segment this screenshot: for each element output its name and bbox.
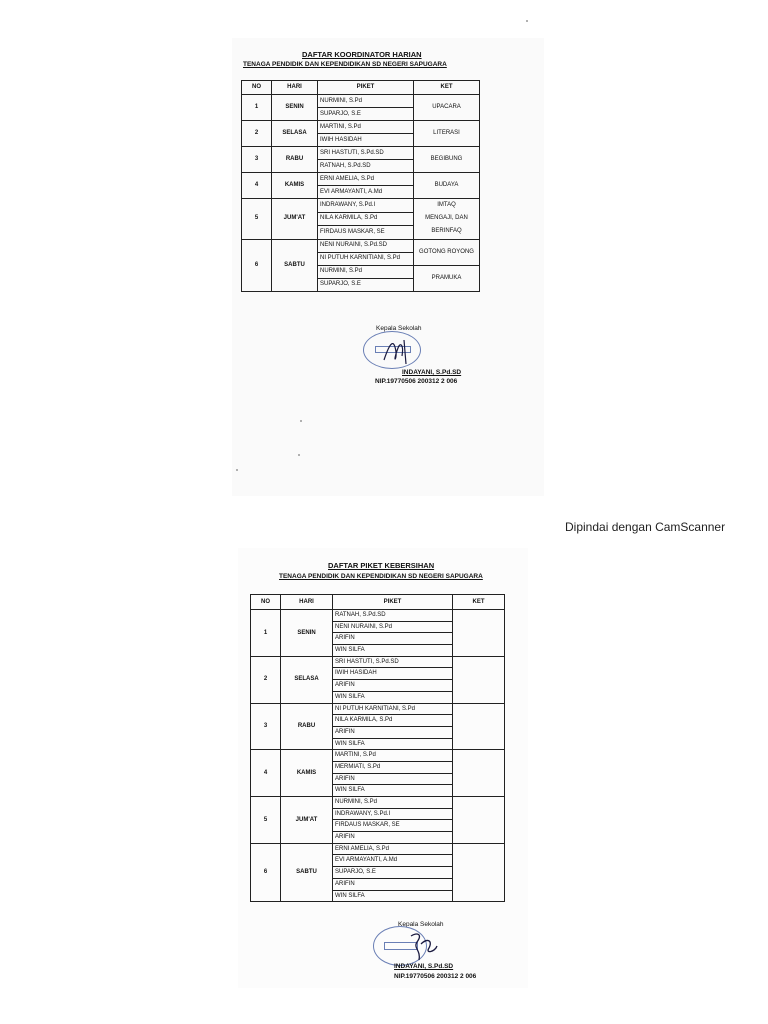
doc1-subtitle: TENAGA PENDIDIK DAN KEPENDIDIKAN SD NEGERI SAPUGARA: [243, 61, 447, 68]
piket-name: FIRDAUS MASKAR, SE: [333, 820, 453, 832]
piket-name: NURMINI, S.Pd: [318, 265, 414, 278]
doc1-sign-name: INDAYANI, S.Pd.SD: [402, 369, 462, 376]
piket-name: SUPARJO, S.E: [318, 278, 414, 291]
doc1-title: DAFTAR KOORDINATOR HARIAN: [302, 50, 422, 59]
piket-name: EVI ARMAYANTI, A.Md: [333, 855, 453, 867]
row-ket: GOTONG ROYONG: [414, 239, 480, 265]
doc2-sign-name: INDAYANI, S.Pd.SD: [394, 963, 454, 970]
piket-name: WIN SILFA: [333, 785, 453, 797]
piket-name: EVI ARMAYANTI, A.Md: [318, 186, 414, 199]
header-hari: HARI: [281, 595, 333, 610]
piket-name: MERMIATI, S.Pd: [333, 761, 453, 773]
header-ket: KET: [414, 81, 480, 95]
row-no: 4: [242, 173, 272, 199]
piket-name: WIN SILFA: [333, 645, 453, 657]
piket-name: SUPARJO, S.E: [333, 867, 453, 879]
piket-name: NURMINI, S.Pd: [318, 95, 414, 108]
doc1-sign-role: Kepala Sekolah: [376, 325, 422, 332]
piket-name: ARIFIN: [333, 773, 453, 785]
row-ket: [453, 703, 505, 750]
piket-name: NENI NURAINI, S.Pd.SD: [318, 239, 414, 252]
row-hari: KAMIS: [272, 173, 318, 199]
doc1-coordinator-table: [241, 80, 480, 292]
row-ket: BUDAYA: [414, 173, 480, 199]
row-hari: SENIN: [272, 95, 318, 121]
piket-name: MARTINI, S.Pd: [333, 750, 453, 762]
piket-name: ARIFIN: [333, 680, 453, 692]
row-ket: [453, 797, 505, 844]
piket-name: WIN SILFA: [333, 738, 453, 750]
row-no: 6: [251, 843, 281, 901]
piket-name: ERNI AMELIA, S.Pd: [318, 173, 414, 186]
row-no: 1: [251, 610, 281, 657]
piket-name: SRI HASTUTI, S.Pd.SD: [318, 147, 414, 160]
doc2-subtitle: TENAGA PENDIDIK DAN KEPENDIDIKAN SD NEGERI SAPUGARA: [279, 573, 483, 580]
row-hari: SELASA: [272, 121, 318, 147]
piket-name: NI PUTUH KARNITIANI, S.Pd: [318, 252, 414, 265]
row-ket: [414, 199, 480, 240]
header-piket: PIKET: [318, 81, 414, 95]
row-no: 1: [242, 95, 272, 121]
piket-name: NILA KARMILA, S.Pd: [333, 715, 453, 727]
scan-speck: [526, 20, 528, 22]
header-no: NO: [242, 81, 272, 95]
row-hari: SELASA: [281, 656, 333, 703]
doc2-sign-role: Kepala Sekolah: [398, 921, 444, 928]
row-ket: UPACARA: [414, 95, 480, 121]
scan-speck: [236, 469, 238, 471]
row-hari: RABU: [281, 703, 333, 750]
piket-name: ERNI AMELIA, S.Pd: [333, 843, 453, 855]
piket-name: FIRDAUS MASKAR, SE: [318, 226, 414, 240]
piket-name: NILA KARMILA, S.Pd: [318, 212, 414, 226]
row-no: 4: [251, 750, 281, 797]
piket-name: NENI NURAINI, S.Pd: [333, 621, 453, 633]
row-ket: PRAMUKA: [414, 265, 480, 291]
row-ket: [453, 656, 505, 703]
signature-scribble-icon: [403, 928, 443, 966]
piket-name: ARIFIN: [333, 633, 453, 645]
scan-speck: [300, 420, 302, 422]
row-no: 2: [251, 656, 281, 703]
piket-name: NURMINI, S.Pd: [333, 797, 453, 809]
ket-line: IMTAQ: [437, 202, 456, 208]
camscanner-watermark: Dipindai dengan CamScanner: [565, 520, 726, 534]
row-no: 5: [242, 199, 272, 240]
row-hari: SABTU: [281, 843, 333, 901]
row-ket: BEGIBUNG: [414, 147, 480, 173]
row-no: 2: [242, 121, 272, 147]
doc2-title: DAFTAR PIKET KEBERSIHAN: [328, 561, 435, 570]
row-no: 3: [242, 147, 272, 173]
doc2-sign-nip: NIP.19770506 200312 2 006: [394, 973, 477, 980]
piket-name: ARIFIN: [333, 878, 453, 890]
row-no: 3: [251, 703, 281, 750]
row-hari: JUM'AT: [272, 199, 318, 240]
header-no: NO: [251, 595, 281, 610]
piket-name: NI PUTUH KARNITIANI, S.Pd: [333, 703, 453, 715]
row-ket: [453, 610, 505, 657]
piket-name: INDRAWANY, S.Pd.I: [333, 808, 453, 820]
row-no: 5: [251, 797, 281, 844]
piket-name: WIN SILFA: [333, 691, 453, 703]
piket-name: IWIH HASIDAH: [333, 668, 453, 680]
piket-name: RATNAH, S.Pd.SD: [333, 610, 453, 622]
row-hari: JUM'AT: [281, 797, 333, 844]
row-ket: LITERASI: [414, 121, 480, 147]
row-hari: SENIN: [281, 610, 333, 657]
row-no: 6: [242, 239, 272, 291]
piket-name: ARIFIN: [333, 832, 453, 844]
piket-name: INDRAWANY, S.Pd.I: [318, 199, 414, 213]
row-hari: SABTU: [272, 239, 318, 291]
header-piket: PIKET: [333, 595, 453, 610]
header-ket: KET: [453, 595, 505, 610]
signature-scribble-icon: [380, 334, 414, 368]
scan-speck: [298, 454, 300, 456]
row-hari: KAMIS: [281, 750, 333, 797]
doc1-sign-nip: NIP.19770506 200312 2 006: [375, 378, 458, 385]
piket-name: IWIH HASIDAH: [318, 134, 414, 147]
piket-name: SRI HASTUTI, S.Pd.SD: [333, 656, 453, 668]
doc2-cleaning-table: [250, 594, 505, 902]
piket-name: ARIFIN: [333, 726, 453, 738]
piket-name: SUPARJO, S.E: [318, 108, 414, 121]
row-ket: [453, 843, 505, 901]
header-hari: HARI: [272, 81, 318, 95]
piket-name: WIN SILFA: [333, 890, 453, 902]
row-hari: RABU: [272, 147, 318, 173]
piket-name: RATNAH, S.Pd.SD: [318, 160, 414, 173]
ket-line: BERINFAQ: [431, 228, 462, 235]
row-ket: [453, 750, 505, 797]
ket-line: MENGAJI, DAN: [425, 215, 468, 222]
piket-name: MARTINI, S.Pd: [318, 121, 414, 134]
